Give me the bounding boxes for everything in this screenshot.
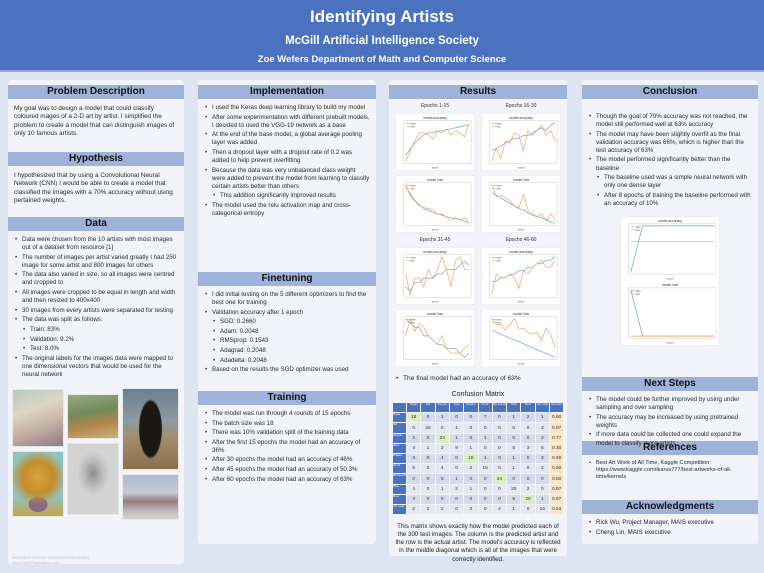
matrix-col-header: Degas — [407, 403, 421, 413]
svg-text:test: test — [635, 292, 640, 296]
loss-plot — [481, 309, 561, 367]
svg-text:model loss: model loss — [426, 177, 444, 182]
svg-text:test: test — [496, 321, 501, 325]
loss-plot — [395, 175, 475, 233]
matrix-accuracy-cell: 0.50 — [549, 464, 563, 474]
matrix-cell: 0 — [492, 494, 506, 504]
matrix-cell: 1 — [449, 423, 463, 433]
matrix-col-header: Titian — [507, 403, 521, 413]
matrix-cell: 2 — [407, 433, 421, 443]
matrix-cell: 23 — [435, 433, 449, 443]
list-item: • The model may have been slightly overfit as the final validation accuracy was 66%, which is higher than the test accuracy of 63% — [588, 131, 752, 155]
matrix-cell: 2 — [421, 504, 435, 514]
confusion-matrix-caption: This matrix shows exactly how the model predicted each of the 300 test images. The column is the predicted artist and the row is the actual artist. The model's accuracy is reflected in the middle diagonal which is all of the images that were correctly identified. — [395, 523, 561, 563]
matrix-col-header: Picasso — [464, 403, 478, 413]
matrix-cell: 0 — [464, 494, 478, 504]
loss-plot — [395, 309, 475, 367]
svg-text:train: train — [496, 318, 502, 322]
matrix-cell: 0 — [521, 464, 535, 474]
matrix-cell: 0 — [435, 423, 449, 433]
svg-text:epoch: epoch — [517, 228, 525, 232]
matrix-cell: 16 — [535, 504, 549, 514]
footer-line-2: www.PosterPresentations.com — [12, 561, 60, 565]
list-item: • Best Art Work of All Time, Kaggle Competition: https://www.kaggle.com/ikarus777/best-artworks-of-all-time/kernels — [588, 460, 752, 482]
matrix-row-label: Titian — [392, 484, 406, 494]
matrix-accuracy-cell: 0.87 — [549, 423, 563, 433]
section-title-data: Data — [8, 217, 184, 231]
matrix-cell: 0 — [407, 423, 421, 433]
matrix-cell: 1 — [478, 454, 492, 464]
matrix-cell: 20 — [521, 494, 535, 504]
matrix-cell: 3 — [535, 433, 549, 443]
matrix-cell: 0 — [478, 504, 492, 514]
matrix-row-label: Durer — [392, 494, 406, 504]
baseline-loss-plot — [621, 281, 719, 345]
svg-text:model accuracy: model accuracy — [423, 249, 447, 254]
matrix-col-header: Durer — [521, 403, 535, 413]
matrix-col-header: Goya — [449, 403, 463, 413]
svg-text:train: train — [635, 225, 641, 229]
matrix-cell: 6 — [407, 464, 421, 474]
confusion-matrix-table — [392, 402, 565, 515]
matrix-accuracy-cell: 0.80 — [549, 474, 563, 484]
list-item: • I used the Keras deep learning library to build my model — [204, 104, 370, 112]
section-title-finetuning: Finetuning — [198, 272, 376, 286]
matrix-cell: 5 — [507, 443, 521, 453]
svg-text:epoch: epoch — [666, 277, 674, 281]
matrix-cell: 1 — [435, 484, 449, 494]
matrix-cell: 0 — [492, 454, 506, 464]
accuracy-plot — [481, 247, 561, 305]
implementation-list — [198, 99, 376, 267]
matrix-cell: 1 — [507, 464, 521, 474]
svg-text:test: test — [410, 259, 415, 263]
matrix-cell: 2 — [435, 443, 449, 453]
sunflowers-painting — [12, 451, 64, 517]
matrix-cell: 26 — [421, 423, 435, 433]
svg-text:epoch: epoch — [431, 166, 439, 170]
list-item: • After 30 epochs the model had an accuracy of 46% — [204, 456, 370, 464]
matrix-cell: 1 — [507, 413, 521, 423]
matrix-row-label: Picasso — [392, 454, 406, 464]
matrix-accuracy-header: Accuracy — [549, 403, 563, 413]
riverside-trees-painting — [122, 474, 179, 520]
matrix-cell: 4 — [407, 484, 421, 494]
matrix-cell: 9 — [449, 443, 463, 453]
matrix-row-label: Rembrandt — [392, 474, 406, 484]
svg-text:model accuracy: model accuracy — [509, 249, 533, 254]
plot-group-label: Epochs 1-15 — [420, 103, 450, 109]
svg-text:test: test — [496, 259, 501, 263]
matrix-cell: 0 — [407, 474, 421, 484]
section-title-training: Training — [198, 391, 376, 405]
matrix-cell: 0 — [421, 484, 435, 494]
list-item: • Validation: 9.2% — [14, 336, 178, 344]
poster-header — [0, 0, 764, 72]
matrix-cell: 0 — [521, 433, 535, 443]
matrix-cell: 0 — [521, 474, 535, 484]
matrix-cell: 20 — [507, 484, 521, 494]
list-item: • If more data could be collected one could expand the model to classify more artists. — [588, 431, 752, 447]
matrix-cell: 0 — [492, 433, 506, 443]
woman-in-black-portrait — [122, 388, 179, 470]
svg-text:train: train — [410, 318, 416, 322]
matrix-cell: 3 — [535, 423, 549, 433]
list-item: • Though the goal of 70% accuracy was not reached, the model still performed well at 63% accuracy — [588, 113, 752, 129]
svg-text:model loss: model loss — [661, 282, 679, 287]
matrix-cell: 0 — [478, 494, 492, 504]
list-item: • After the first 15 epochs the model had an accuracy of 36% — [204, 439, 370, 455]
acknowledgments-list — [582, 514, 758, 537]
matrix-cell: 0 — [421, 454, 435, 464]
matrix-cell: 5 — [435, 474, 449, 484]
matrix-cell: 0 — [492, 484, 506, 494]
list-item: • The data was split as follows: — [14, 316, 178, 324]
poster-author: Zoe Wefers Department of Math and Computer Science — [257, 54, 507, 65]
matrix-cell: 1 — [535, 494, 549, 504]
svg-text:test: test — [410, 321, 415, 325]
matrix-cell: 0 — [535, 484, 549, 494]
matrix-cell: 0 — [521, 423, 535, 433]
matrix-col-header: Rembrandt — [492, 403, 506, 413]
list-item: • Train: 83% — [14, 326, 178, 334]
svg-text:epoch: epoch — [517, 300, 525, 304]
list-item: • The batch size was 18 — [204, 420, 370, 428]
section-title-references: References — [582, 441, 758, 455]
matrix-cell: 0 — [535, 474, 549, 484]
svg-text:epoch: epoch — [431, 362, 439, 366]
matrix-cell: 1 — [421, 443, 435, 453]
matrix-accuracy-cell: 0.67 — [549, 494, 563, 504]
svg-text:test: test — [496, 125, 501, 129]
baseline-accuracy-plot — [621, 217, 719, 281]
column-3 — [389, 80, 567, 563]
training-list — [198, 405, 376, 484]
list-item: • This addition significantly improved results — [204, 192, 370, 200]
matrix-cell: 0 — [464, 433, 478, 443]
matrix-cell: 1 — [507, 454, 521, 464]
list-item: • Validation accuracy after 1 epoch — [204, 309, 370, 317]
matrix-cell: 0 — [478, 443, 492, 453]
matrix-cell: 0 — [449, 454, 463, 464]
matrix-accuracy-cell: 0.30 — [549, 443, 563, 453]
loss-plot — [481, 175, 561, 233]
matrix-cell: 0 — [521, 504, 535, 514]
training-plots — [389, 99, 567, 367]
matrix-cell: 0 — [507, 423, 521, 433]
list-item: • The baseline used was a simple neural network with only one dense layer — [588, 174, 752, 190]
svg-text:train: train — [496, 256, 502, 260]
svg-text:epoch: epoch — [517, 166, 525, 170]
matrix-cell: 4 — [492, 504, 506, 514]
matrix-col-header: Dali — [421, 403, 435, 413]
matrix-row-label: Van Gogh — [392, 504, 406, 514]
next-steps-list — [582, 391, 758, 447]
matrix-cell: 0 — [507, 474, 521, 484]
matrix-accuracy-cell: 0.77 — [549, 433, 563, 443]
matrix-cell: 1 — [464, 443, 478, 453]
matrix-cell: 0 — [449, 464, 463, 474]
matrix-row-label: Degas — [392, 413, 406, 423]
list-item: • Test: 8.0% — [14, 345, 178, 353]
matrix-accuracy-cell: 0.67 — [549, 484, 563, 494]
artwork-gallery — [8, 389, 184, 529]
matrix-row-label: Dali — [392, 423, 406, 433]
svg-text:test: test — [410, 125, 415, 129]
section-title-results: Results — [389, 85, 567, 99]
matrix-cell: 3 — [407, 454, 421, 464]
list-item: • Adagrad: 0.2048 — [204, 347, 370, 355]
matrix-accuracy-cell: 0.53 — [549, 504, 563, 514]
matrix-cell: 0 — [478, 423, 492, 433]
matrix-col-header: Gauguin — [435, 403, 449, 413]
list-item: • Based on the results the SGD optimizer was used — [204, 366, 370, 374]
matrix-cell: 18 — [407, 413, 421, 423]
svg-text:train: train — [410, 256, 416, 260]
matrix-cell: 0 — [421, 464, 435, 474]
list-item: • The model could be further improved by using under sampling and over sampling — [588, 396, 752, 412]
svg-text:model loss: model loss — [426, 311, 444, 316]
accuracy-plot — [395, 113, 475, 171]
matrix-cell: 18 — [464, 454, 478, 464]
matrix-cell: 0 — [449, 494, 463, 504]
matrix-cell: 0 — [421, 413, 435, 423]
list-item: • Adadelta: 0.2048 — [204, 357, 370, 365]
poster-title: Identifying Artists — [310, 7, 454, 26]
poster-subtitle: McGill Artificial Intelligence Society — [285, 35, 479, 47]
column-1 — [8, 80, 184, 564]
svg-text:epoch: epoch — [431, 300, 439, 304]
list-item: • Rick Wu, Project Manager, MAIS executive — [588, 519, 752, 527]
matrix-cell: 0 — [492, 413, 506, 423]
matrix-col-header: Renoir — [478, 403, 492, 413]
matrix-row-label: Goya — [392, 443, 406, 453]
matrix-cell: 24 — [492, 474, 506, 484]
list-item: • After 8 epochs of training the baseline performed with an accuracy of 10% — [588, 192, 752, 208]
matrix-cell: 0 — [464, 413, 478, 423]
matrix-cell: 1 — [464, 484, 478, 494]
matrix-cell: 7 — [478, 413, 492, 423]
matrix-cell: 2 — [449, 484, 463, 494]
list-item: • I did initial testing on the 5 different optimizers to find the best one for training — [204, 291, 370, 307]
list-item: • SGD: 0.2660 — [204, 318, 370, 326]
matrix-cell: 2 — [521, 484, 535, 494]
matrix-cell: 2 — [435, 504, 449, 514]
matrix-cell: 4 — [435, 454, 449, 464]
matrix-cell: 0 — [478, 474, 492, 484]
list-item: • RMSprop: 0.1543 — [204, 337, 370, 345]
list-item: • There was 10% validation split of the training data — [204, 429, 370, 437]
plot-group-label: Epochs 46-60 — [505, 237, 537, 243]
footer-credit — [12, 556, 89, 566]
matrix-row — [392, 494, 564, 504]
matrix-col-header: Van Gogh — [535, 403, 549, 413]
matrix-cell: 1 — [449, 474, 463, 484]
matrix-header-row — [392, 403, 564, 413]
matrix-corner — [392, 403, 406, 413]
final-accuracy-note: • The final model had an accuracy of 63% — [395, 375, 561, 383]
matrix-accuracy-cell: 0.60 — [549, 413, 563, 423]
matrix-row — [392, 464, 564, 474]
matrix-cell: 2 — [535, 464, 549, 474]
list-item: • Because the data was very unbalanced class weight were added to prevent the model from learning to classify certain artists better than others — [204, 167, 370, 191]
ballet-dancers-painting — [12, 389, 64, 447]
plot-group-label: Epochs 16-30 — [505, 103, 537, 109]
list-item: • After 60 epochs the model had an accuracy of 63% — [204, 476, 370, 484]
section-title-conclusion: Conclusion — [582, 85, 758, 99]
list-item: • The data also varied in size, so all images were centred and cropped to — [14, 271, 178, 287]
matrix-row — [392, 504, 564, 514]
matrix-cell: 0 — [492, 464, 506, 474]
section-title-hypothesis: Hypothesis — [8, 152, 184, 166]
list-item: • Data were chosen from the 10 artists with most images out of a dataset from resource [1] — [14, 236, 178, 252]
matrix-cell: 0 — [421, 474, 435, 484]
matrix-cell: 1 — [449, 433, 463, 443]
confusion-matrix-title: Confusion Matrix — [451, 391, 505, 399]
matrix-row — [392, 443, 564, 453]
finetuning-list — [198, 286, 376, 386]
list-item: • 30 images from every artists were separated for testing — [14, 307, 178, 315]
svg-text:train: train — [410, 122, 416, 126]
column-2 — [198, 80, 376, 544]
landscape-figures-painting — [67, 394, 119, 439]
svg-text:epoch: epoch — [431, 228, 439, 232]
list-item: • The model performed significantly better than the baseline — [588, 156, 752, 172]
list-item: • The number of images per artist varied greatly I had 250 image for some artist and 800 images for others — [14, 254, 178, 270]
matrix-row — [392, 474, 564, 484]
svg-text:model accuracy: model accuracy — [423, 115, 447, 120]
matrix-cell: 3 — [521, 443, 535, 453]
matrix-cell: 1 — [435, 413, 449, 423]
matrix-cell: 0 — [492, 443, 506, 453]
svg-text:test: test — [635, 228, 640, 232]
svg-text:model accuracy: model accuracy — [509, 115, 533, 120]
list-item: • The model used the relu activation map and cross-categorical entropy — [204, 202, 370, 218]
matrix-row — [392, 433, 564, 443]
svg-text:train: train — [496, 122, 502, 126]
matrix-cell: 0 — [464, 423, 478, 433]
matrix-cell: 0 — [521, 454, 535, 464]
matrix-row — [392, 454, 564, 464]
matrix-cell: 0 — [421, 494, 435, 504]
matrix-cell: 1 — [507, 504, 521, 514]
svg-text:epoch: epoch — [666, 341, 674, 345]
list-item: • Then a dropout layer with a dropout rate of 0.2 was added to help prevent overfitting — [204, 149, 370, 165]
list-item: • At the end of the base model, a global average pooling layer was added — [204, 131, 370, 147]
matrix-cell: 0 — [449, 504, 463, 514]
list-item: • The model was run through 4 rounds of 15 epochs — [204, 410, 370, 418]
matrix-cell: 0 — [435, 494, 449, 504]
matrix-row-label: Gauguin — [392, 433, 406, 443]
references-list — [582, 455, 758, 495]
svg-text:train: train — [410, 184, 416, 188]
list-item: • The original labels for the images data were mapped to one dimensional vectors that would be used for the neural network — [14, 355, 178, 379]
matrix-cell: 0 — [464, 474, 478, 484]
section-title-next-steps: Next Steps — [582, 377, 758, 391]
svg-text:model loss: model loss — [512, 177, 530, 182]
svg-text:train: train — [496, 184, 502, 188]
conclusion-list — [582, 99, 758, 208]
section-title-implementation: Implementation — [198, 85, 376, 99]
matrix-row — [392, 413, 564, 423]
matrix-cell: 2 — [407, 504, 421, 514]
list-item: • All images were cropped to be equal in length and width and then resized to 400x400 — [14, 289, 178, 305]
matrix-accuracy-cell: 0.60 — [549, 454, 563, 464]
accuracy-plot — [395, 247, 475, 305]
section-title-problem: Problem Description — [8, 85, 184, 99]
data-list — [8, 231, 184, 379]
svg-text:epoch: epoch — [517, 362, 525, 366]
section-title-acknowledgments: Acknowledgments — [582, 500, 758, 514]
sketch-portrait-drawing — [67, 443, 119, 515]
matrix-cell: 3 — [535, 454, 549, 464]
svg-text:train: train — [635, 289, 641, 293]
list-item: • After some experimentation with different prebuilt models, I decided to used the VGG-19 network as a base — [204, 114, 370, 130]
problem-text: My goal was to design a model that could classify coloured mages of a 2-D art by artist. I simplified the problem to create a model that can distinguish images of only 10 famous artists. — [14, 105, 175, 138]
hypothesis-text: I hypothesized that by using a Convolutional Neural Network (CNN) I would be able to create a model that classified the images with a 70% accuracy without using pertained weights. — [14, 172, 173, 205]
matrix-cell: 4 — [407, 494, 421, 504]
matrix-cell: 5 — [507, 494, 521, 504]
matrix-cell: 1 — [478, 433, 492, 443]
column-4 — [582, 80, 758, 544]
matrix-cell: 4 — [435, 464, 449, 474]
matrix-cell: 0 — [449, 413, 463, 423]
svg-text:model loss: model loss — [512, 311, 530, 316]
matrix-cell: 1 — [535, 413, 549, 423]
final-note-list — [389, 367, 567, 383]
list-item: • Adam: 0.2048 — [204, 328, 370, 336]
matrix-row-label: Renoir — [392, 464, 406, 474]
matrix-cell: 0 — [507, 433, 521, 443]
baseline-plot — [620, 216, 720, 346]
matrix-row — [392, 423, 564, 433]
matrix-cell: 4 — [407, 443, 421, 453]
matrix-cell: 5 — [535, 443, 549, 453]
svg-text:test: test — [410, 187, 415, 191]
matrix-cell: 2 — [521, 413, 535, 423]
matrix-cell: 15 — [478, 464, 492, 474]
svg-text:model accuracy: model accuracy — [658, 218, 682, 223]
svg-text:test: test — [496, 187, 501, 191]
matrix-cell: 0 — [492, 423, 506, 433]
matrix-cell: 2 — [464, 464, 478, 474]
accuracy-plot — [481, 113, 561, 171]
list-item: • After 45 epochs the model had an accuracy of 50.3% — [204, 466, 370, 474]
matrix-cell: 3 — [464, 504, 478, 514]
list-item: • Cheng Lin, MAIS executive — [588, 529, 752, 537]
matrix-row — [392, 484, 564, 494]
list-item: • The accuracy may be increased by using pretrained weights — [588, 414, 752, 430]
matrix-cell: 0 — [478, 484, 492, 494]
matrix-cell: 0 — [421, 433, 435, 443]
footer-line-1: RESEARCH POSTER PRESENTATION DESIGN — [12, 556, 89, 560]
plot-group-label: Epochs 31-45 — [419, 237, 451, 243]
